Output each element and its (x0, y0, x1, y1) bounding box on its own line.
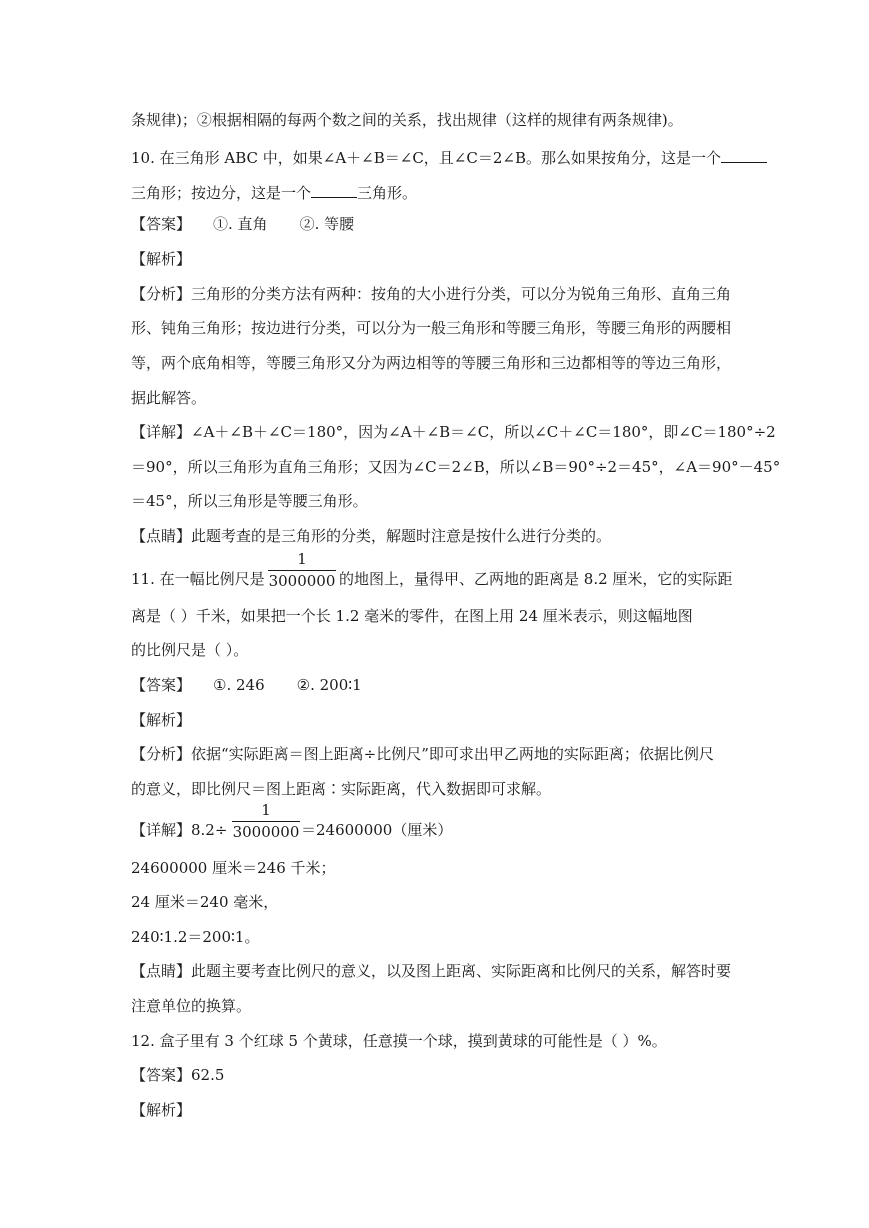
analysis-text: 【分析】三角形的分类方法有两种：按角的大小进行分类，可以分为锐角三角形、直角三角 (131, 285, 732, 303)
question-12: 12. 盒子里有 3 个红球 5 个黄球，任意摸一个球，摸到黄球的可能性是（ ）%。 (131, 1032, 667, 1050)
fraction-numerator: 1 (261, 801, 271, 819)
detail-text: ＝45°，所以三角形是等腰三角形。 (131, 492, 368, 510)
detail-post: ＝24600000（厘米） (301, 821, 453, 839)
step-text: 24600000 厘米＝246 千米； (131, 859, 336, 877)
answer-option-2: ②. 200∶1 (296, 676, 362, 694)
answer-11 (131, 678, 362, 693)
answer-blank (721, 148, 767, 163)
detail-pre: 【详解】8.2÷ (131, 821, 228, 839)
fraction-denominator: 3000000 (232, 823, 300, 841)
answer-option-1: ①. 246 (213, 676, 265, 694)
answer-option-1: ①. 直角 (213, 215, 268, 233)
step-text: 24 厘米＝240 毫米， (131, 893, 279, 911)
answer-10 (131, 217, 354, 232)
analysis-text: 等，两个底角相等，等腰三角形又分为两边相等的等腰三角形和三边都相等的等边三角形， (131, 354, 732, 372)
answer-12: 【答案】62.5 (131, 1066, 225, 1084)
answer-label: 【答案】 (131, 215, 192, 233)
analysis-text: 【分析】依据“实际距离＝图上距离÷比例尺”即可求出甲乙两地的实际距离；依据比例尺 (131, 745, 714, 763)
comment-text: 【点睛】此题主要考查比例尺的意义，以及图上距离、实际距离和比例尺的关系，解答时要 (131, 962, 732, 980)
answer-option-2: ②. 等腰 (299, 215, 355, 233)
answer-blank (311, 183, 357, 198)
analysis-heading: 【解析】 (131, 1101, 192, 1119)
question-10-text-b2: 三角形。 (357, 184, 418, 202)
question-11-post: 的地图上，量得甲、乙两地的距离是 8.2 厘米，它的实际距 (339, 570, 733, 588)
analysis-text: 据此解答。 (131, 389, 207, 407)
detail-text: ＝90°，所以三角形为直角三角形；又因为∠C＝2∠B，所以∠B＝90°÷2＝45°，∠A＝90°－45° (131, 458, 781, 476)
answer-label: 【答案】 (131, 676, 192, 694)
analysis-heading: 【解析】 (131, 250, 192, 268)
question-10-cont (131, 183, 417, 201)
comment-text: 【点睛】此题考查的是三角形的分类，解题时注意是按什么进行分类的。 (131, 527, 612, 545)
fraction-denominator: 3000000 (268, 572, 336, 590)
comment-text: 注意单位的换算。 (131, 997, 252, 1015)
scale-fraction (268, 552, 336, 589)
step-text: 240∶1.2＝200∶1。 (131, 928, 260, 946)
question-11-text: 离是（ ）千米，如果把一个长 1.2 毫米的零件，在图上用 24 厘米表示，则这幅地图 (131, 607, 693, 625)
scale-fraction (232, 803, 300, 840)
question-11-text: 的比例尺是（ ）。 (131, 641, 249, 659)
question-11-pre: 11. 在一幅比例尺是 (131, 570, 265, 588)
question-10 (131, 148, 767, 166)
analysis-heading: 【解析】 (131, 711, 192, 729)
fraction-numerator: 1 (297, 550, 307, 568)
detail-text: 【详解】∠A＋∠B＋∠C＝180°，因为∠A＋∠B＝∠C，所以∠C＋∠C＝180°，即∠C＝180°÷2 (131, 423, 776, 441)
question-10-text: 10. 在三角形 ABC 中，如果∠A＋∠B＝∠C，且∠C＝2∠B。那么如果按角分，这是一个 (131, 149, 721, 167)
analysis-text: 的意义，即比例尺＝图上距离∶实际距离，代入数据即可求解。 (131, 780, 552, 798)
text-line: 条规律)；②根据相隔的每两个数之间的关系，找出规律（这样的规律有两条规律)。 (131, 111, 683, 129)
analysis-text: 形、钝角三角形；按边进行分类，可以分为一般三角形和等腰三角形，等腰三角形的两腰相 (131, 319, 732, 337)
question-10-text-b1: 三角形；按边分，这是一个 (131, 184, 312, 202)
